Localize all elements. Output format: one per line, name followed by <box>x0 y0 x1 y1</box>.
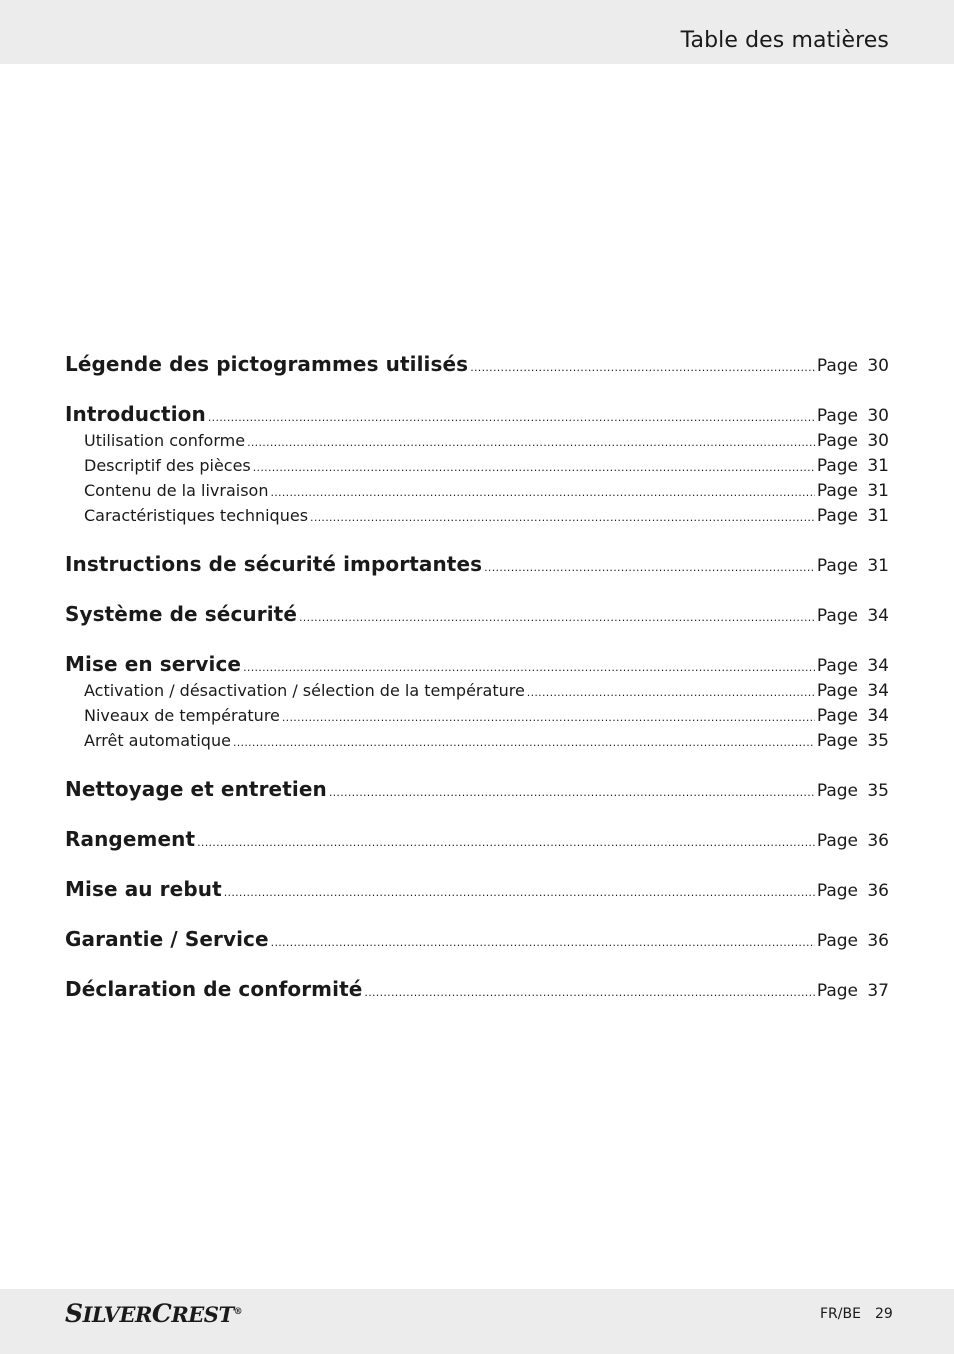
page-word: Page <box>816 881 858 901</box>
page-number: 30 <box>867 406 889 426</box>
logo-letter: S <box>65 1299 83 1328</box>
silvercrest-logo <box>65 1299 242 1328</box>
toc-entry-label: Légende des pictogrammes utilisés <box>65 352 469 376</box>
toc-entry-label: Contenu de la livraison <box>84 481 269 500</box>
toc-entry-mise-au-rebut[interactable] <box>65 877 889 901</box>
page-number: 36 <box>867 881 889 901</box>
toc-entry-label: Instructions de sécurité importantes <box>65 552 483 576</box>
dot-leader <box>247 436 815 449</box>
page-word: Page <box>816 931 858 951</box>
page-number: 36 <box>867 931 889 951</box>
toc-page-ref <box>817 781 889 801</box>
toc-entry-label: Mise au rebut <box>65 877 222 901</box>
dot-leader <box>270 486 814 499</box>
toc-entry-niveaux-temperature[interactable] <box>65 706 889 726</box>
toc-entry-mise-en-service[interactable] <box>65 652 889 676</box>
toc-page-ref <box>817 606 889 626</box>
toc-page-ref <box>817 881 889 901</box>
page-number: 30 <box>867 356 889 376</box>
dot-leader <box>310 511 815 524</box>
toc-page-ref <box>817 656 889 676</box>
page-word: Page <box>816 706 858 726</box>
page-title: Table des matières <box>680 28 889 53</box>
toc-entry-label: Nettoyage et entretien <box>65 777 327 801</box>
page-word: Page <box>816 606 858 626</box>
page-word: Page <box>816 681 858 701</box>
toc-page-ref <box>817 831 889 851</box>
dot-leader <box>243 661 815 674</box>
page-number: 31 <box>867 506 889 526</box>
page-number: 34 <box>867 656 889 676</box>
toc-entry-label: Introduction <box>65 402 206 426</box>
page-word: Page <box>816 556 858 576</box>
toc-entry-instructions-securite[interactable] <box>65 552 889 576</box>
dot-leader <box>197 836 815 849</box>
page-word: Page <box>816 506 858 526</box>
toc-entry-label: Garantie / Service <box>65 927 269 951</box>
toc-page-ref <box>817 481 889 501</box>
toc-entry-label: Activation / désactivation / sélection de la température <box>84 681 525 700</box>
dot-leader <box>224 886 815 899</box>
page-number: 34 <box>867 681 889 701</box>
toc-entry-rangement[interactable] <box>65 827 889 851</box>
page-number: 34 <box>867 606 889 626</box>
dot-leader <box>299 611 815 624</box>
dot-leader <box>253 461 815 474</box>
dot-leader <box>484 561 815 574</box>
toc-entry-activation[interactable] <box>65 681 889 701</box>
toc-page-ref <box>817 456 889 476</box>
toc-page-ref <box>817 706 889 726</box>
toc-entry-label: Rangement <box>65 827 196 851</box>
dot-leader <box>364 986 814 999</box>
dot-leader <box>233 736 815 749</box>
toc-page-ref <box>817 406 889 426</box>
page-number: 36 <box>867 831 889 851</box>
page-word: Page <box>816 831 858 851</box>
toc-page-ref <box>817 981 889 1001</box>
toc-entry-contenu-livraison[interactable] <box>65 481 889 501</box>
toc-entry-label: Caractéristiques techniques <box>84 506 309 525</box>
toc-entry-arret-automatique[interactable] <box>65 731 889 751</box>
toc-page-ref <box>817 556 889 576</box>
page-word: Page <box>816 981 858 1001</box>
toc-page-ref <box>817 731 889 751</box>
page-word: Page <box>816 431 858 451</box>
toc-entry-utilisation-conforme[interactable] <box>65 431 889 451</box>
logo-letter: C <box>151 1299 172 1328</box>
dot-leader <box>470 361 815 374</box>
page-word: Page <box>816 781 858 801</box>
toc-entry-caracteristiques[interactable] <box>65 506 889 526</box>
toc-entry-systeme-securite[interactable] <box>65 602 889 626</box>
page-number: 31 <box>867 456 889 476</box>
toc-page-ref <box>817 431 889 451</box>
dot-leader <box>282 711 815 724</box>
registered-mark: ® <box>233 1307 243 1317</box>
toc-entry-declaration-conformite[interactable] <box>65 977 889 1001</box>
toc-entry-label: Niveaux de température <box>84 706 280 725</box>
page-word: Page <box>816 731 858 751</box>
page-number: 37 <box>867 981 889 1001</box>
toc-entry-label: Système de sécurité <box>65 602 297 626</box>
page-word: Page <box>816 481 858 501</box>
toc-entry-introduction[interactable] <box>65 402 889 426</box>
toc-entry-label: Arrêt automatique <box>84 731 231 750</box>
toc-page-ref <box>817 681 889 701</box>
page-word: Page <box>816 456 858 476</box>
logo-text: REST <box>171 1302 234 1327</box>
toc-entry-descriptif-pieces[interactable] <box>65 456 889 476</box>
toc-entry-garantie-service[interactable] <box>65 927 889 951</box>
toc-entry-nettoyage[interactable] <box>65 777 889 801</box>
toc-entry-label: Descriptif des pièces <box>84 456 251 475</box>
page-number: 30 <box>867 431 889 451</box>
toc-page-ref <box>817 506 889 526</box>
page-word: Page <box>816 656 858 676</box>
toc-entry-label: Déclaration de conformité <box>65 977 363 1001</box>
toc-entry-legende[interactable] <box>65 352 889 376</box>
toc-entry-label: Utilisation conforme <box>84 431 246 450</box>
dot-leader <box>329 786 815 799</box>
page-number-footer: 29 <box>875 1306 893 1322</box>
toc-page-ref <box>817 356 889 376</box>
language-code: FR/BE <box>820 1306 861 1322</box>
page-number: 35 <box>867 731 889 751</box>
page-number: 31 <box>867 556 889 576</box>
dot-leader <box>271 936 815 949</box>
logo-text: ILVER <box>82 1302 152 1327</box>
toc-entry-label: Mise en service <box>65 652 242 676</box>
dot-leader <box>208 411 815 424</box>
page-word: Page <box>816 356 858 376</box>
page-number: 35 <box>867 781 889 801</box>
page-word: Page <box>816 406 858 426</box>
toc-page-ref <box>817 931 889 951</box>
page-number: 34 <box>867 706 889 726</box>
dot-leader <box>527 686 815 699</box>
page-number: 31 <box>867 481 889 501</box>
